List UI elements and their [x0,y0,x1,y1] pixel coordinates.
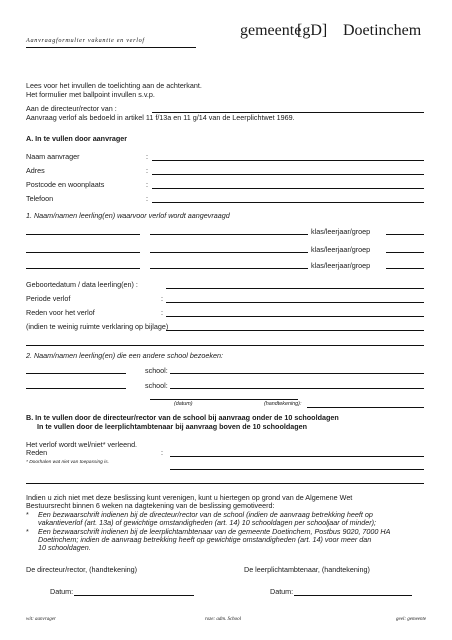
school-field[interactable] [170,373,424,374]
postcode-field[interactable] [152,188,424,189]
address-field[interactable] [152,174,424,175]
footnote: * Doorhalen wat niet van toepassing is. [26,460,109,465]
section-a-heading: A. In te vullen door aanvrager [26,134,128,143]
reason-field[interactable] [166,316,424,317]
section-b-heading-2: In te vullen door de leerplichtambtenaar bij aanvraag boven de 10 schooldagen [37,422,308,431]
student-name-field-2[interactable] [150,252,308,253]
intro-line-1: Lees voor het invullen de toelichting aan de achterkant. [26,81,202,90]
form-title: Aanvraagformulier vakantie en verlof [26,37,145,44]
date-label-right: Datum: [270,587,294,596]
class-label: klas/leerjaar/groep [311,245,371,254]
bullet-1b: vakantieverlof (art. 13a) of gewichtige omstandigheden (art. 14) 10 schooldagen per schooljaar of minder); [38,518,377,527]
officer-signature-label: De leerplichtambtenaar, (handtekening) [244,565,370,574]
date-label-left: Datum: [50,587,74,596]
request-text: Aanvraag verlof als bedoeld in artikel 11 f/13a en 11 g/14 van de Leerplichtwet 1969. [26,113,295,122]
date-caption: (datum) [174,401,193,407]
bullet-2b: Doetinchem; indien de aanvraag betrekking heeft op gewichtige omstandigheden (art. 14) voor meer dan [38,535,372,544]
intro-line-2: Het formulier met ballpoint invullen s.v.p. [26,90,155,99]
director-signature-label: De directeur/rector, (handtekening) [26,565,138,574]
header-rule [26,47,196,48]
reason-label-b: Reden [26,448,48,457]
field-colon: : [161,294,163,303]
question-2: 2. Naam/namen leerling(en) die een andere school bezoeken: [26,351,223,360]
field-colon: : [146,180,148,189]
bullet-mark: * [26,510,29,519]
footer-left: wit: aanvrager [26,617,56,622]
class-field[interactable] [386,234,424,235]
field-colon: : [161,448,163,457]
class-field[interactable] [386,252,424,253]
field-colon: : [146,166,148,175]
logo-mark: [gD] [297,22,328,39]
granted-text: Het verlof wordt wel/niet* verleend. [26,440,138,449]
reason-field-b[interactable] [170,456,424,457]
objection-line-2: Bestuursrecht binnen 6 weken na dagtekening van de beslissing gemotiveerd: [26,501,275,510]
class-label: klas/leerjaar/groep [311,227,371,236]
section-b-heading-1: B. In te vullen door de directeur/rector van de school bij aanvraag onder de 10 schooldagen [26,413,339,422]
birthdate-field[interactable] [166,288,424,289]
period-field[interactable] [166,302,424,303]
other-student-field[interactable] [26,388,126,389]
student-name-field[interactable] [26,234,140,235]
question-1: 1. Naam/namen leerling(en) waarvoor verlof wordt aangevraagd [26,211,230,220]
field-colon: : [161,308,163,317]
reason-field-2[interactable] [166,330,424,331]
signature-field[interactable] [307,407,424,408]
reason-field-b-3[interactable] [26,483,424,484]
logo-prefix: gemeente [240,22,302,39]
student-name-field[interactable] [26,268,140,269]
name-field[interactable] [152,160,424,161]
space-note: (indien te weinig ruimte verklaring op bijlage) [26,322,169,331]
date-field-left[interactable] [74,595,194,596]
field-label-phone: Telefoon [26,194,54,203]
signature-caption: (handtekening): [264,401,302,407]
bullet-2a: Een bezwaarschrift indienen bij de leerplichtambtenaar van de gemeente Doetinchem, Postbus 9020, 7000 HA [38,527,391,536]
student-name-field[interactable] [26,252,140,253]
class-label: klas/leerjaar/groep [311,261,371,270]
field-label-period: Periode verlof [26,294,71,303]
objection-line-1: Indien u zich niet met deze beslissing kunt verenigen, kunt u hiertegen op grond van de Algemene Wet [26,493,353,502]
addressee-label: Aan de directeur/rector van : [26,104,117,113]
student-name-field-2[interactable] [150,234,308,235]
footer-right: geel: gemeente [396,617,427,622]
reason-field-3[interactable] [26,345,424,346]
field-label-birthdate: Geboortedatum / data leerling(en) : [26,280,138,289]
school-field[interactable] [170,388,424,389]
school-label: school: [145,366,168,375]
phone-field[interactable] [152,202,424,203]
field-colon: : [146,152,148,161]
field-label-reason: Reden voor het verlof [26,308,95,317]
field-label-name: Naam aanvrager [26,152,80,161]
logo-name: Doetinchem [343,22,422,39]
other-student-field[interactable] [26,373,126,374]
field-label-postcode: Postcode en woonplaats [26,180,105,189]
field-colon: : [146,194,148,203]
bullet-mark: * [26,527,29,536]
school-label: school: [145,381,168,390]
class-field[interactable] [386,268,424,269]
date-field-right[interactable] [294,595,412,596]
student-name-field-2[interactable] [150,268,308,269]
field-label-address: Adres [26,166,45,175]
bullet-1a: Een bezwaarschrift indienen bij de directeur/rector van de school (indien de aanvraag betrekking heeft op [38,510,373,519]
reason-field-b-2[interactable] [170,469,424,470]
footer-middle: roze: adm. School [205,617,242,622]
date-sign-line[interactable] [150,399,298,400]
bullet-2c: 10 schooldagen. [38,543,91,552]
